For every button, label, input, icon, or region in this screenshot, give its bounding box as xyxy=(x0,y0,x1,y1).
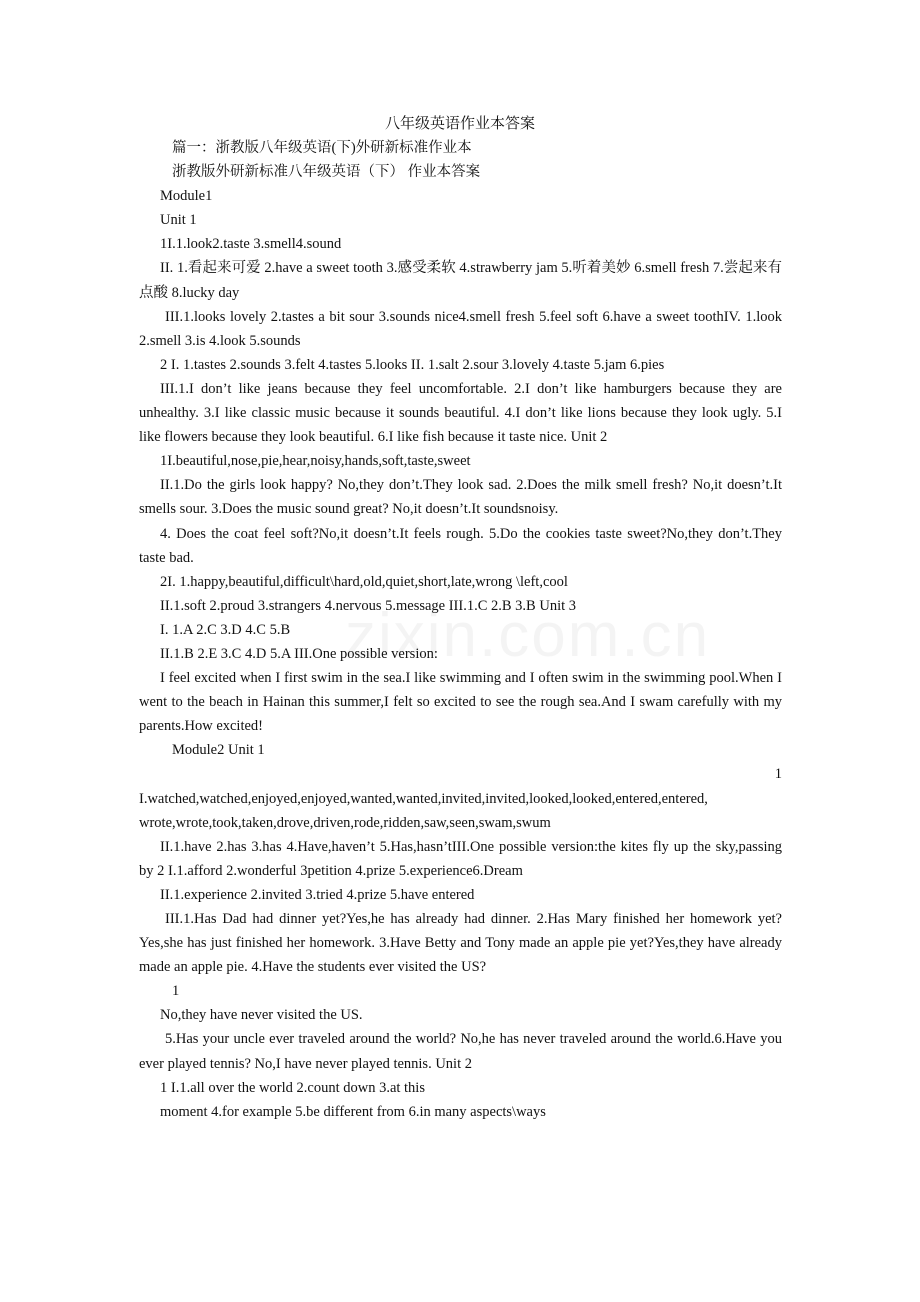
paragraph: II. 1.看起来可爱 2.have a sweet tooth 3.感受柔软 4.strawberry jam 5.听着美妙 6.smell fresh 7.尝起来有点酸 8.lucky day xyxy=(139,260,782,301)
paragraph: 4. Does the coat feel soft?No,it doesn’t.It feels rough. 5.Do the cookies taste sweet?No,they don’t.They taste bad. xyxy=(139,525,782,566)
paragraph: III.1.I don’t like jeans because they feel uncomfortable. 2.I don’t like hamburgers because they are unhealthy. 3.I like classic music because it sounds beautiful. 4.I don’t like lions because they look ugly. 5.I like flowers because they look beautiful. 6.I like fish because it taste nice. Unit 2 xyxy=(139,380,782,446)
paragraph: II.1.have 2.has 3.has 4.Have,haven’t 5.Has,hasn’tIII.One possible version:the kites fly up the sky,passing by 2 I.1.afford 2.wonderful 3petition 4.prize 5.experience6.Dream xyxy=(139,838,782,879)
paragraph: II.1.B 2.E 3.C 4.D 5.A III.One possible version: xyxy=(160,645,438,662)
paragraph: II.1.experience 2.invited 3.tried 4.prize 5.have entered xyxy=(160,886,475,903)
paragraph: I. 1.A 2.C 3.D 4.C 5.B xyxy=(160,621,291,638)
paragraph: II.1.soft 2.proud 3.strangers 4.nervous 5.message III.1.C 2.B 3.B Unit 3 xyxy=(160,597,577,614)
page-number: 1 xyxy=(172,983,180,1000)
paragraph: I feel excited when I first swim in the sea.I like swimming and I often swim in the swimming pool.When I went to the beach in Hainan this summer,I felt so excited to see the rough sea.And I swam carefully with my parents.How excited! xyxy=(139,670,782,735)
paragraph: moment 4.for example 5.be different from 6.in many aspects\ways xyxy=(160,1103,546,1120)
paragraph: No,they have never visited the US. xyxy=(160,1007,363,1024)
page-number: 1 xyxy=(774,766,782,783)
paragraph: 1 I.1.all over the world 2.count down 3.at this xyxy=(160,1079,425,1096)
paragraph: Unit 1 xyxy=(160,212,197,229)
paragraph: 5.Has your uncle ever traveled around the world? No,he has never traveled around the world.6.Have you ever played tennis? No,I have never played tennis. Unit 2 xyxy=(139,1031,782,1072)
paragraph: III.1.Has Dad had dinner yet?Yes,he has already had dinner. 2.Has Mary finished her homework yet?Yes,she has just finished her homework. 3.Have Betty and Tony made an apple pie yet?Yes,they have already made an apple pie. 4.Have the students ever visited the US? xyxy=(139,911,782,976)
paragraph: Module1 xyxy=(160,188,213,205)
document-title: 八年级英语作业本答案 xyxy=(384,116,535,132)
paragraph: III.1.looks lovely 2.tastes a bit sour 3.sounds nice4.smell fresh 5.feel soft 6.have a sweet toothIV. 1.look 2.smell 3.is 4.look 5.sounds xyxy=(139,308,782,349)
paragraph: 2 I. 1.tastes 2.sounds 3.felt 4.tastes 5.looks II. 1.salt 2.sour 3.lovely 4.taste 5.jam 6.pies xyxy=(160,356,665,373)
document-body xyxy=(139,136,782,1124)
paragraph: Module2 Unit 1 xyxy=(172,742,265,759)
paragraph: 2I. 1.happy,beautiful,difficult\hard,old,quiet,short,late,wrong \left,cool xyxy=(160,573,568,590)
paragraph: 1I.beautiful,nose,pie,hear,noisy,hands,soft,taste,sweet xyxy=(160,453,471,470)
paragraph: 浙教版外研新标准八年级英语（下） 作业本答案 xyxy=(172,164,481,181)
paragraph: II.1.Do the girls look happy? No,they don’t.They look sad. 2.Does the milk smell fresh? No,it doesn’t.It smells sour. 3.Does the music sound great? No,it doesn’t.It soundsnoisy. xyxy=(139,477,782,518)
paragraph: 篇一：浙教版八年级英语(下)外研新标准作业本 xyxy=(172,140,472,156)
paragraph: 1I.1.look2.taste 3.smell4.sound xyxy=(160,236,342,253)
paragraph: I.watched,watched,enjoyed,enjoyed,wanted,wanted,invited,invited,looked,looked,entered,entered, wrote,wrote,took,taken,drove,driven,rode,ridden,saw,seen,swam,swum xyxy=(139,790,708,831)
